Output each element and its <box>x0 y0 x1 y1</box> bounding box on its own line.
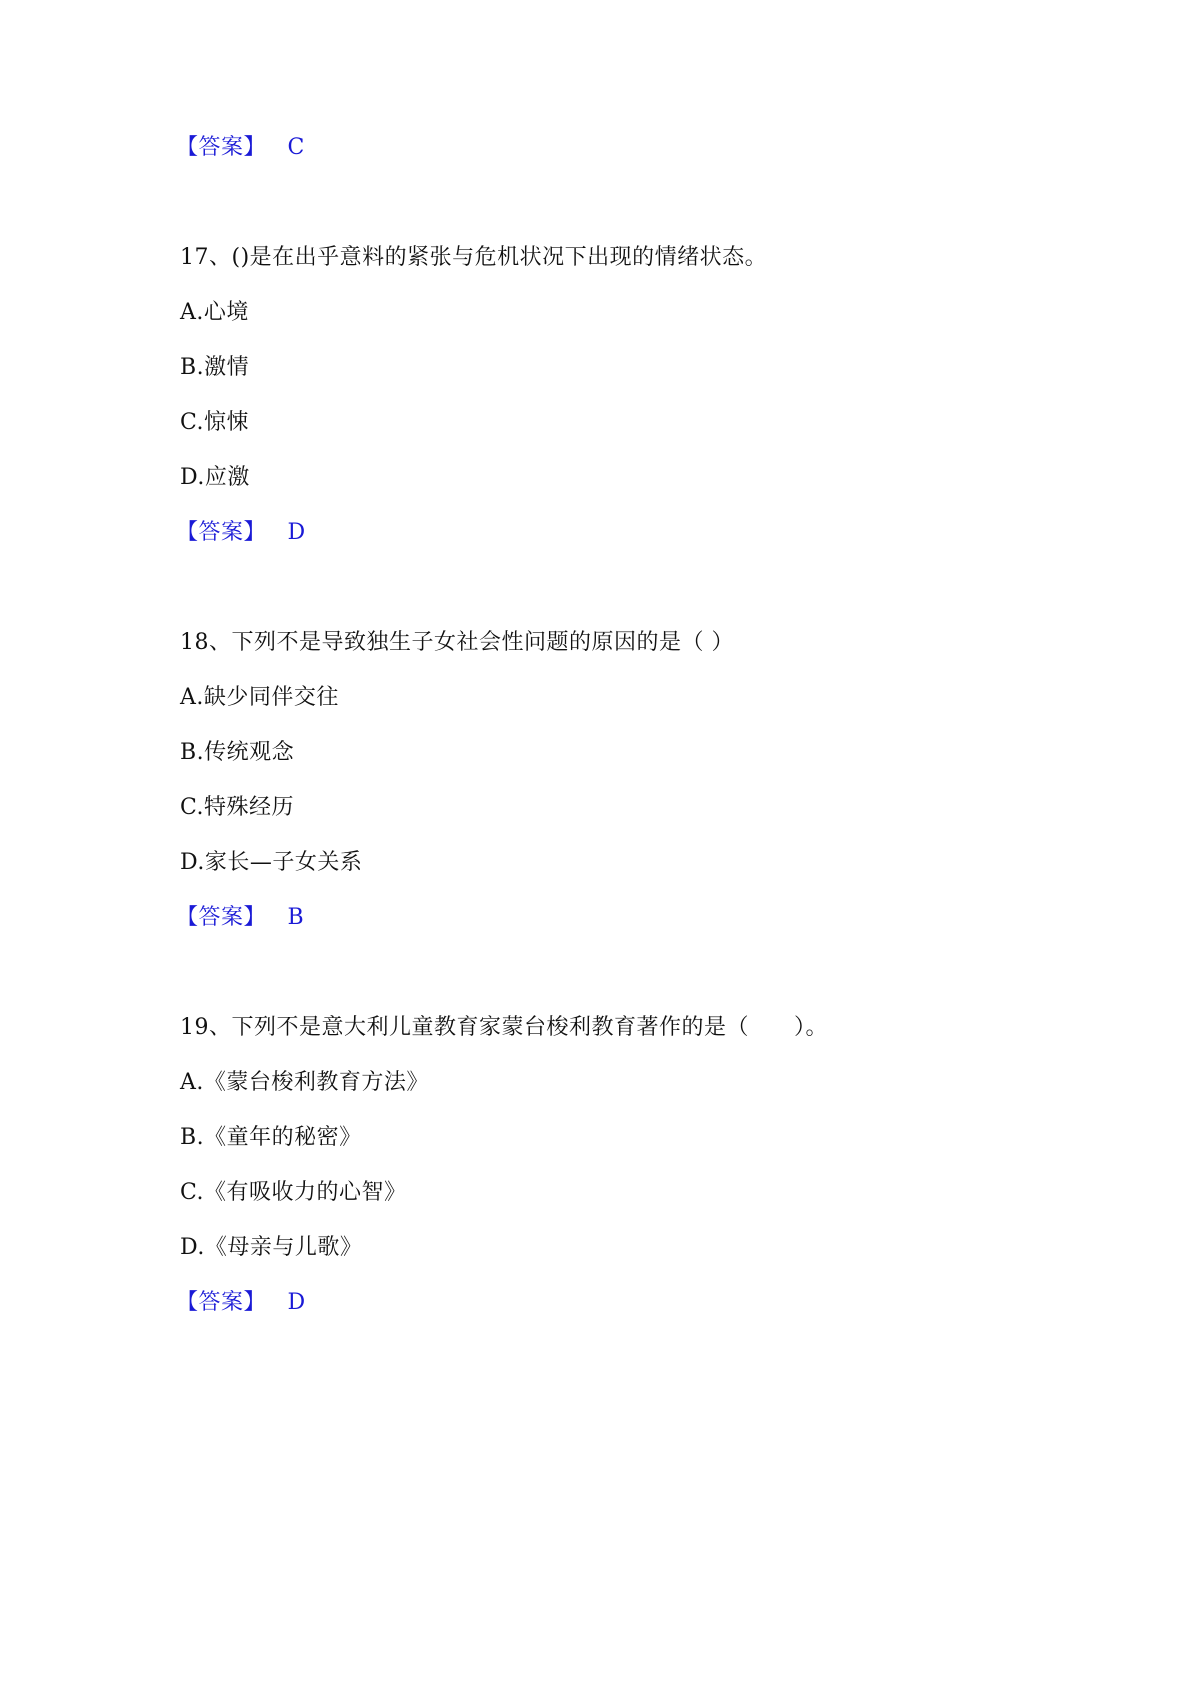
option-c: C.特殊经历 <box>180 795 295 820</box>
option-b: B.《童年的秘密》 <box>180 1125 362 1150</box>
answer-line <box>176 903 304 933</box>
answer-value: C <box>287 135 305 160</box>
answer-line <box>176 133 305 163</box>
answer-value: B <box>287 905 305 930</box>
answer-label: 【答案】 <box>176 905 267 930</box>
option-a: A.缺少同伴交往 <box>180 685 339 710</box>
question-title: 18、下列不是导致独生子女社会性问题的原因的是（ ） <box>180 630 734 655</box>
answer-value: D <box>287 1290 306 1315</box>
option-b: B.传统观念 <box>180 740 295 765</box>
answer-label: 【答案】 <box>176 135 267 160</box>
option-d: D.《母亲与儿歌》 <box>180 1235 363 1260</box>
option-d: D.家长—子女关系 <box>180 850 363 875</box>
answer-label: 【答案】 <box>176 1290 267 1315</box>
question-title: 19、下列不是意大利儿童教育家蒙台梭利教育著作的是（ ）。 <box>180 1015 828 1040</box>
answer-value: D <box>287 520 306 545</box>
answer-line <box>176 1288 306 1318</box>
option-a: A.《蒙台梭利教育方法》 <box>180 1070 429 1095</box>
option-c: C.《有吸收力的心智》 <box>180 1180 407 1205</box>
option-b: B.激情 <box>180 355 250 380</box>
question-title: 17、()是在出乎意料的紧张与危机状况下出现的情绪状态。 <box>180 245 768 270</box>
option-c: C.惊悚 <box>180 410 250 435</box>
answer-label: 【答案】 <box>176 520 267 545</box>
option-d: D.应激 <box>180 465 250 490</box>
answer-line <box>176 518 306 548</box>
option-a: A.心境 <box>180 300 249 325</box>
